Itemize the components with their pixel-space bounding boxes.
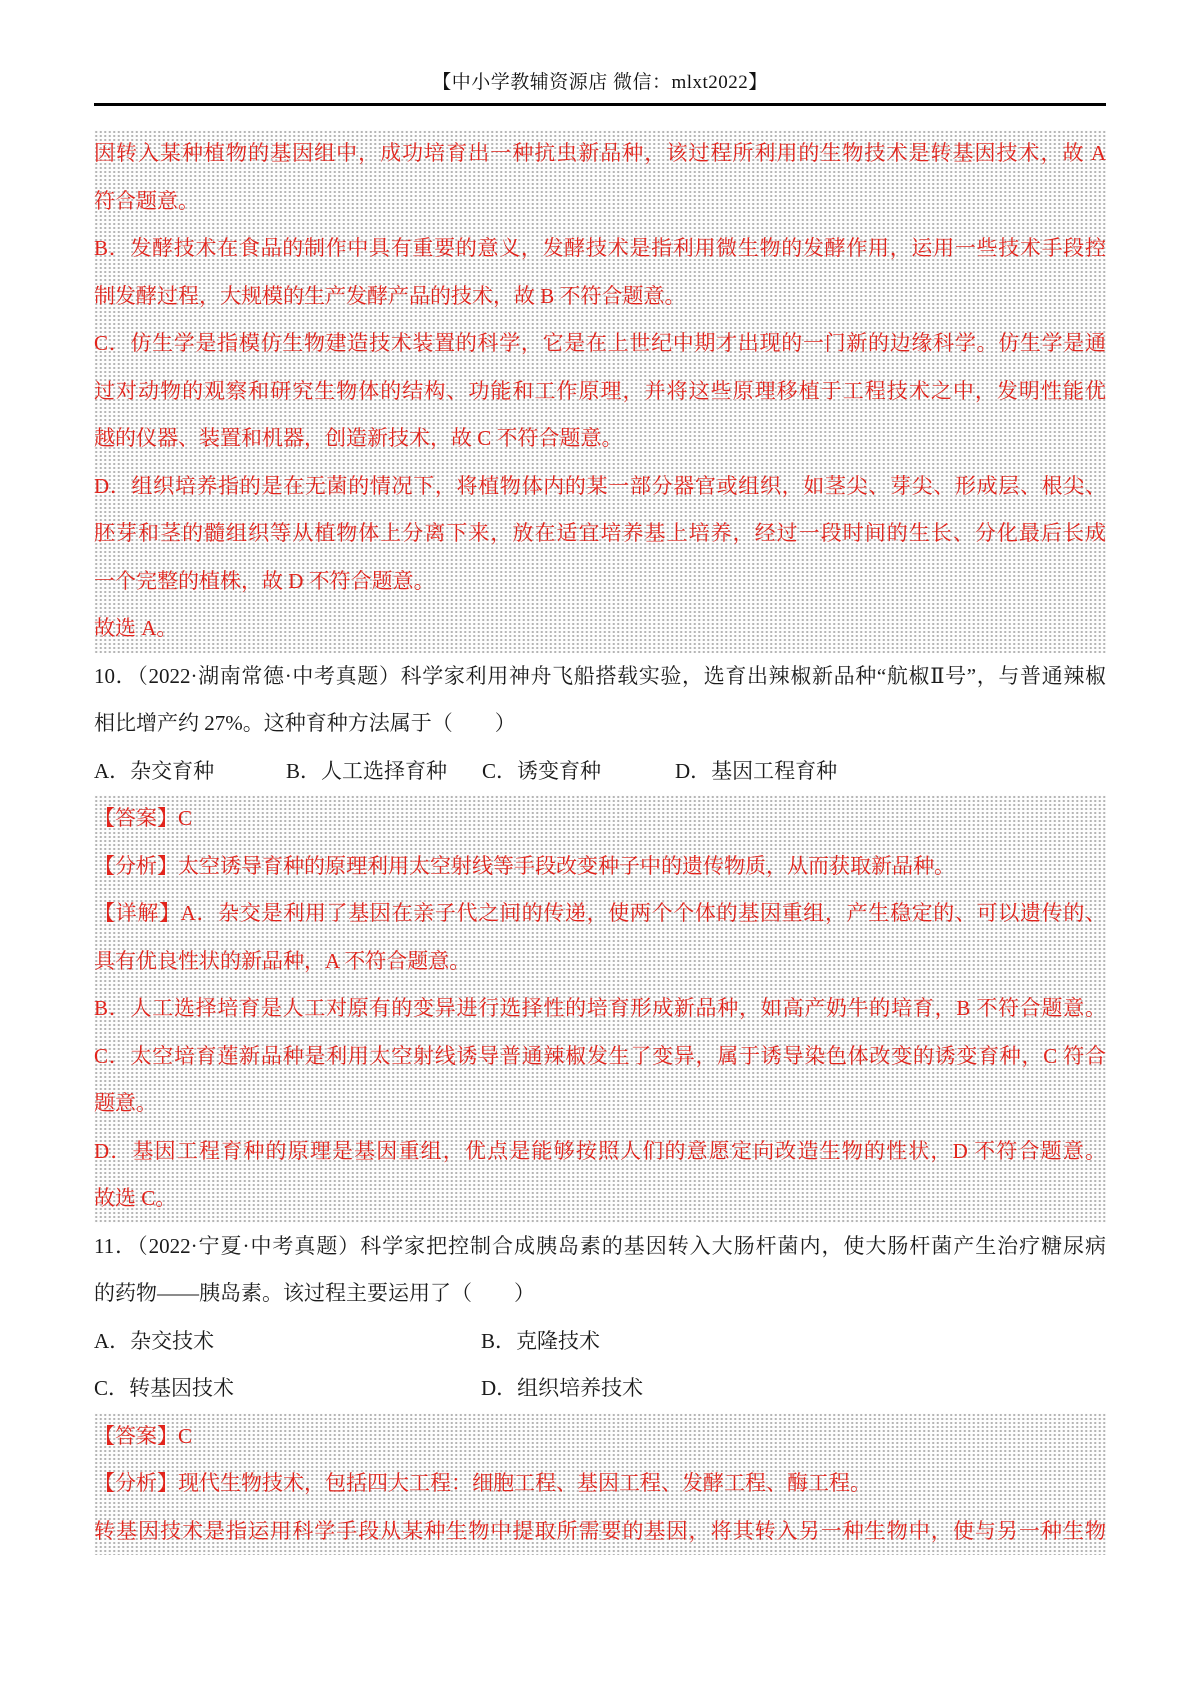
question-10-option-c: C．诱变育种 [482, 758, 602, 783]
document-body [94, 130, 1106, 1555]
question-10-option-b: B．人工选择育种 [286, 758, 448, 783]
question-10-stem-line-1: 10．（2022·湖南常德·中考真题）科学家利用神舟飞船搭载实验，选育出辣椒新品种“航椒Ⅱ号”，与普通辣椒 [94, 663, 1106, 688]
answer-line: 一个完整的植株，故 D 不符合题意。 [94, 568, 435, 593]
question-10-options [94, 748, 1106, 796]
answer-line: 过对动物的观察和研究生物体的结构、功能和工作原理，并将这些原理移植于工程技术之中，发明性能优 [94, 378, 1106, 403]
analysis-line: 【分析】现代生物技术，包括四大工程：细胞工程、基因工程、发酵工程、酶工程。 [94, 1471, 871, 1495]
answer-label: 【答案】C [94, 1423, 193, 1448]
question-11-option-a: A．杂交技术 [94, 1328, 215, 1353]
page-header [94, 0, 1106, 106]
answer-line: C．仿生学是指模仿生物建造技术装置的科学，它是在上世纪中期才出现的一门新的边缘科学。仿生学是通 [94, 331, 1106, 355]
question-11-option-c: C．转基因技术 [94, 1376, 235, 1400]
question-11-stem-line-1: 11．（2022·宁夏·中考真题）科学家把控制合成胰岛素的基因转入大肠杆菌内，使大肠杆菌产生治疗糖尿病 [94, 1233, 1106, 1258]
answer-block-2 [94, 795, 1106, 1223]
answer-block-3 [94, 1413, 1106, 1556]
explain-line: 【详解】A．杂交是利用了基因在亲子代之间的传递，使两个个体的基因重组，产生稳定的、可以遗传的、 [94, 901, 1106, 925]
explain-line: 题意。 [94, 1091, 157, 1115]
answer-line: 符合题意。 [94, 188, 199, 213]
answer-line: 胚芽和茎的髓组织等从植物体上分离下来，放在适宜培养基上培养，经过一段时间的生长、分化最后长成 [94, 521, 1106, 545]
question-11-options-row-2 [94, 1365, 1106, 1413]
question-11-option-d: D．组织培养技术 [481, 1376, 644, 1400]
question-10-stem-line-2: 相比增产约 27%。这种育种方法属于（ ） [94, 711, 516, 735]
question-11-option-b: B．克隆技术 [481, 1328, 601, 1353]
answer-conclusion: 故选 A。 [94, 616, 178, 640]
answer-line: B．发酵技术在食品的制作中具有重要的意义，发酵技术是指利用微生物的发酵作用，运用一些技术手段控 [94, 236, 1106, 260]
answer-line: 制发酵过程，大规模的生产发酵产品的技术，故 B 不符合题意。 [94, 283, 686, 308]
explain-line: B．人工选择培育是人工对原有的变异进行选择性的培育形成新品种，如高产奶牛的培育，B 不符合题意。 [94, 996, 1106, 1020]
explain-line: 具有优良性状的新品种，A 不符合题意。 [94, 948, 471, 973]
answer-line: 越的仪器、装置和机器，创造新技术，故 C 不符合题意。 [94, 426, 623, 450]
question-10-option-a: A．杂交育种 [94, 758, 215, 783]
question-11-options-row-1 [94, 1318, 1106, 1366]
question-10-option-d: D．基因工程育种 [675, 758, 838, 783]
answer-conclusion: 故选 C。 [94, 1186, 177, 1210]
explain-line: 转基因技术是指运用科学手段从某种生物中提取所需要的基因，将其转入另一种生物中，使与另一种生物 [94, 1518, 1106, 1543]
answer-line: 因转入某种植物的基因组中，成功培育出一种抗虫新品种，该过程所利用的生物技术是转基因技术，故 A [94, 141, 1106, 165]
analysis-line: 【分析】太空诱导育种的原理利用太空射线等手段改变种子中的遗传物质，从而获取新品种。 [94, 853, 955, 878]
answer-line: D．组织培养指的是在无菌的情况下，将植物体内的某一部分器官或组织，如茎尖、芽尖、形成层、根尖、 [94, 473, 1106, 498]
page-header-title: 【中小学教辅资源店 微信：mlxt2022】 [432, 72, 768, 93]
explain-line: D．基因工程育种的原理是基因重组，优点是能够按照人们的意愿定向改造生物的性状，D 不符合题意。 [94, 1138, 1106, 1163]
answer-block-1 [94, 130, 1106, 653]
question-11-stem-line-2: 的药物——胰岛素。该过程主要运用了（ ） [94, 1281, 535, 1305]
explain-line: C．太空培育莲新品种是利用太空射线诱导普通辣椒发生了变异，属于诱导染色体改变的诱变育种，C 符合 [94, 1043, 1106, 1068]
answer-label: 【答案】C [94, 806, 193, 830]
question-11 [94, 1223, 1106, 1413]
question-10 [94, 653, 1106, 796]
